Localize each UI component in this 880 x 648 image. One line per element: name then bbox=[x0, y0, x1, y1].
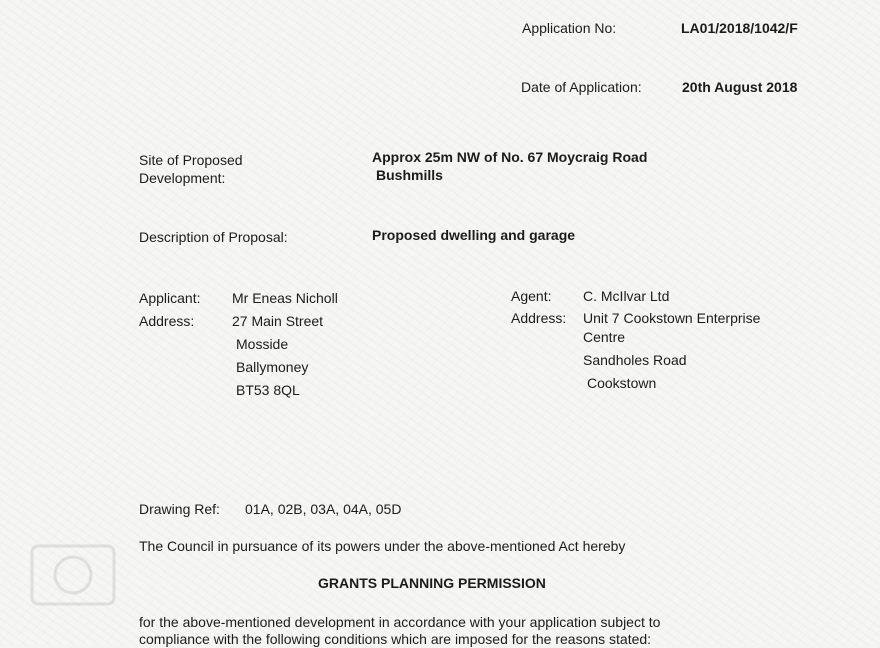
applicant-address-line: 27 Main Street bbox=[232, 313, 324, 329]
application-no-label: Application No: bbox=[522, 20, 617, 36]
agent-address-line: Unit 7 Cookstown Enterprise bbox=[583, 310, 761, 326]
description-label: Description of Proposal: bbox=[139, 229, 288, 245]
applicant-address-line: Ballymoney bbox=[236, 359, 309, 375]
conditions-text-line1: for the above-mentioned development in accordance with your application subject to bbox=[139, 614, 661, 630]
site-value-line1: Approx 25m NW of No. 67 Moycraig Road bbox=[372, 149, 648, 165]
site-value-line2: Bushmills bbox=[376, 167, 443, 183]
applicant-address-line: BT53 8QL bbox=[236, 382, 300, 398]
applicant-address-label: Address: bbox=[139, 313, 195, 329]
agent-name: C. McIlvar Ltd bbox=[583, 288, 670, 304]
agent-address-line: Sandholes Road bbox=[583, 352, 687, 368]
drawing-ref-label: Drawing Ref: bbox=[139, 501, 220, 517]
application-no-value: LA01/2018/1042/F bbox=[681, 20, 798, 36]
grants-planning-permission-heading: GRANTS PLANNING PERMISSION bbox=[318, 575, 546, 591]
site-label-line1: Site of Proposed bbox=[139, 152, 243, 168]
agent-address-label: Address: bbox=[511, 310, 567, 326]
watermark-seal-icon bbox=[28, 540, 118, 610]
drawing-ref-value: 01A, 02B, 03A, 04A, 05D bbox=[245, 501, 402, 517]
council-powers-text: The Council in pursuance of its powers under the above-mentioned Act hereby bbox=[139, 538, 626, 554]
applicant-name: Mr Eneas Nicholl bbox=[232, 290, 338, 306]
site-label-line2: Development: bbox=[139, 170, 226, 186]
description-value: Proposed dwelling and garage bbox=[372, 227, 576, 243]
agent-label: Agent: bbox=[511, 288, 552, 304]
date-of-application-value: 20th August 2018 bbox=[682, 79, 798, 95]
applicant-label: Applicant: bbox=[139, 290, 201, 306]
agent-address-line: Centre bbox=[583, 329, 626, 345]
applicant-address-line: Mosside bbox=[236, 336, 289, 352]
conditions-text-line2: compliance with the following conditions which are imposed for the reasons stated: bbox=[139, 631, 652, 647]
date-of-application-label: Date of Application: bbox=[521, 79, 642, 95]
agent-address-line: Cookstown bbox=[587, 375, 657, 391]
